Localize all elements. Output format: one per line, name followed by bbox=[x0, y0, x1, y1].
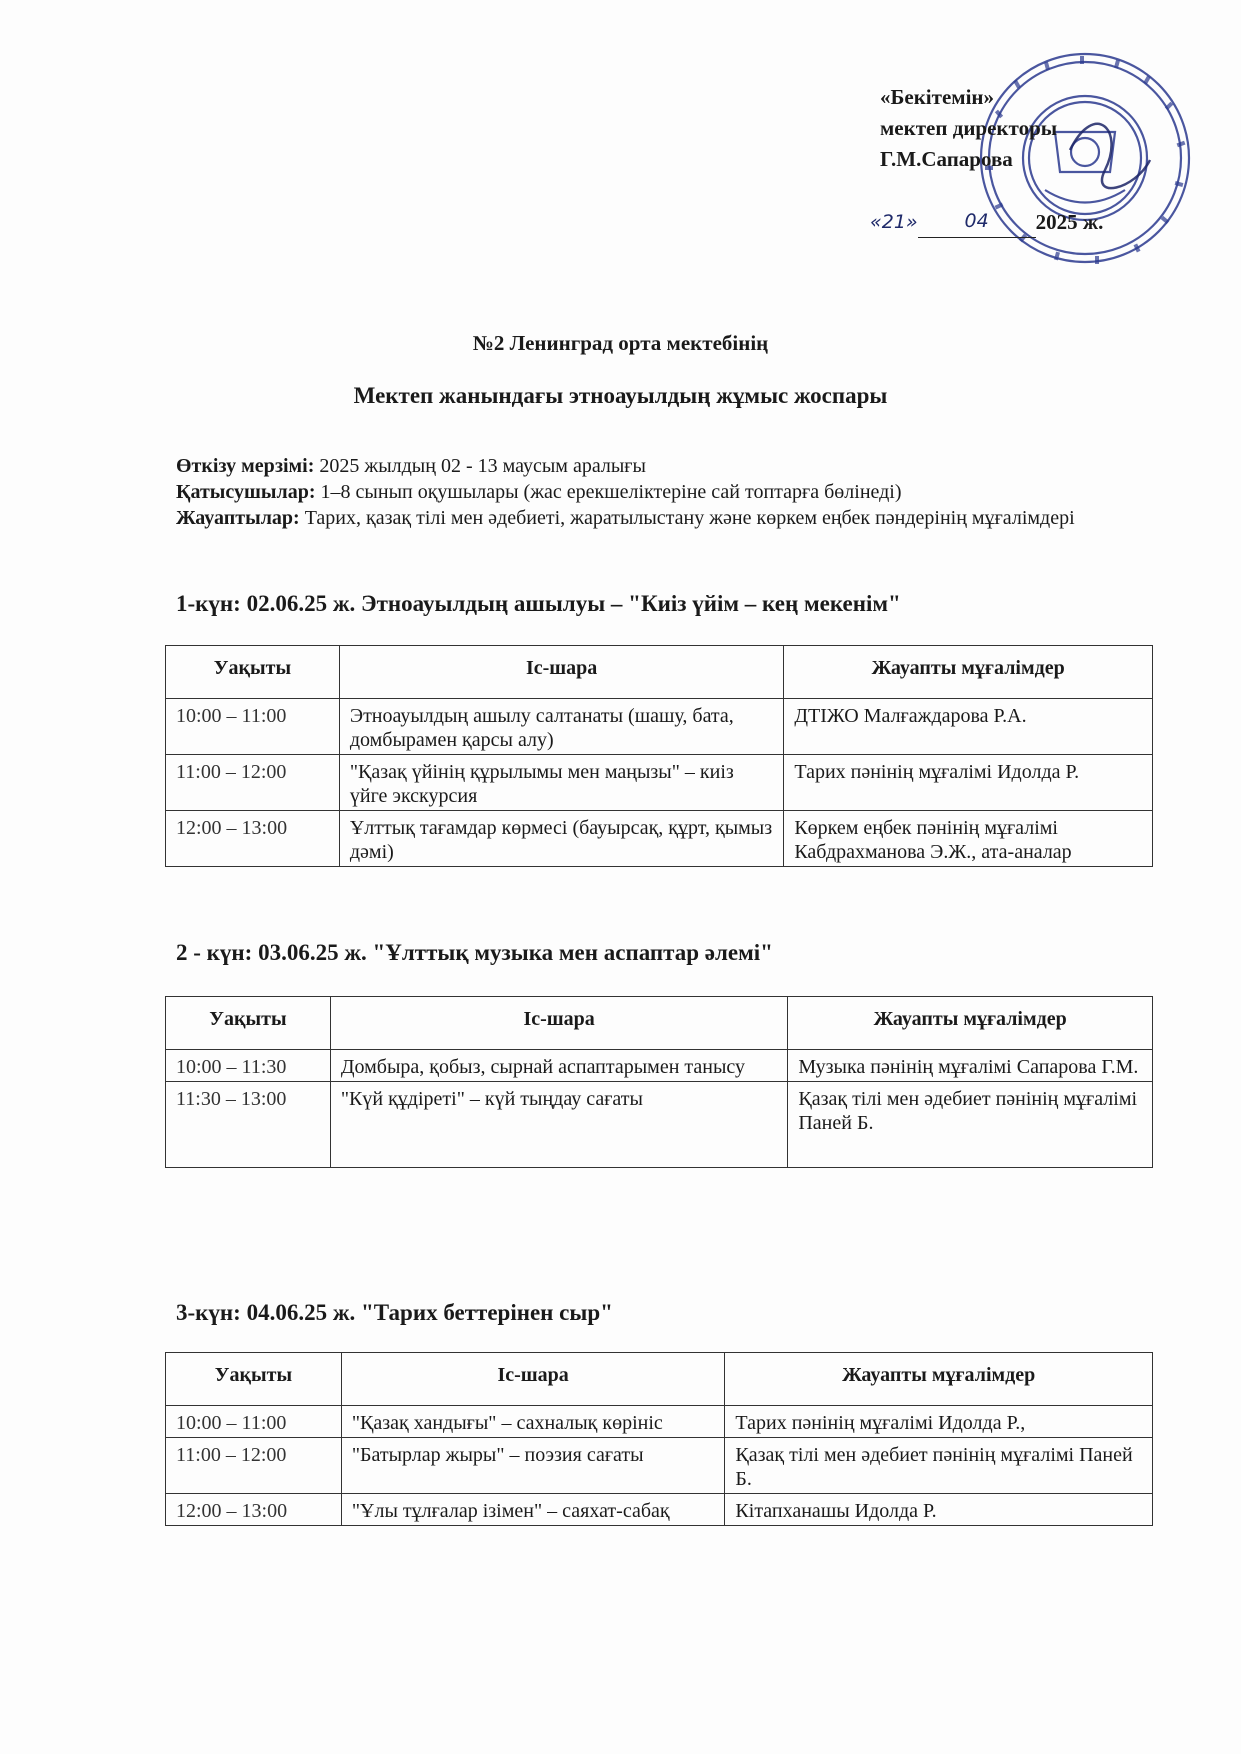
day-2-schedule-table bbox=[165, 996, 1153, 1168]
header-responsible: Жауапты мұғалімдер bbox=[725, 1353, 1153, 1406]
table-row bbox=[166, 1082, 1153, 1168]
header-event: Іс-шара bbox=[341, 1353, 725, 1406]
header-event: Іс-шара bbox=[339, 646, 783, 699]
cell-time: 11:00 – 12:00 bbox=[166, 755, 340, 811]
cell-time: 12:00 – 13:00 bbox=[166, 1494, 342, 1526]
cell-event: Ұлттық тағамдар көрмесі (бауырсақ, құрт, қымыз дәмі) bbox=[339, 811, 783, 867]
table-header-row bbox=[166, 646, 1153, 699]
document-title: Мектеп жанындағы этноауылдың жұмыс жоспары bbox=[353, 383, 888, 408]
cell-time: 11:30 – 13:00 bbox=[166, 1082, 331, 1168]
approval-date bbox=[870, 205, 1103, 238]
cell-responsible: Кітапханашы Идолда Р. bbox=[725, 1494, 1153, 1526]
cell-event: "Батырлар жыры" – поэзия сағаты bbox=[341, 1438, 725, 1494]
header-responsible: Жауапты мұғалімдер bbox=[788, 997, 1153, 1050]
approval-title: «Бекітемін» bbox=[880, 85, 995, 109]
header-time: Уақыты bbox=[166, 1353, 342, 1406]
cell-event: "Қазақ хандығы" – сахналық көрініс bbox=[341, 1406, 725, 1438]
day-3-title: 3-күн: 04.06.25 ж. "Тарих беттерінен сыр" bbox=[176, 1300, 613, 1325]
participants-value: 1–8 сынып оқушылары (жас ерекшеліктеріне сай топтарға бөлінеді) bbox=[320, 481, 902, 503]
responsible-value: Тарих, қазақ тілі мен әдебиеті, жаратылыстану және көркем еңбек пәндерінің мұғалімдері bbox=[304, 507, 1075, 529]
participants-label: Қатысушылар: bbox=[176, 481, 316, 503]
table-row bbox=[166, 755, 1153, 811]
approval-date-day: «21» bbox=[870, 211, 918, 233]
cell-time: 11:00 – 12:00 bbox=[166, 1438, 342, 1494]
period-value: 2025 жылдың 02 - 13 маусым аралығы bbox=[319, 455, 646, 477]
cell-responsible: Музыка пәнінің мұғалімі Сапарова Г.М. bbox=[788, 1050, 1153, 1082]
table-row bbox=[166, 1406, 1153, 1438]
header-time: Уақыты bbox=[166, 997, 331, 1050]
participants-line bbox=[176, 479, 1116, 505]
cell-responsible: Тарих пәнінің мұғалімі Идолда Р., bbox=[725, 1406, 1153, 1438]
cell-time: 10:00 – 11:30 bbox=[166, 1050, 331, 1082]
header-time: Уақыты bbox=[166, 646, 340, 699]
responsible-label: Жауаптылар: bbox=[176, 507, 300, 529]
table-row bbox=[166, 1050, 1153, 1082]
header-responsible: Жауапты мұғалімдер bbox=[784, 646, 1153, 699]
day-2-title: 2 - күн: 03.06.25 ж. "Ұлттық музыка мен аспаптар әлемі" bbox=[176, 940, 773, 965]
school-name: №2 Ленинград орта мектебінің bbox=[472, 331, 769, 355]
table-row bbox=[166, 811, 1153, 867]
approval-date-month: 04 bbox=[964, 210, 989, 232]
cell-responsible: Көркем еңбек пәнінің мұғалімі Кабдрахманова Э.Ж., ата-аналар bbox=[784, 811, 1153, 867]
cell-responsible: Тарих пәнінің мұғалімі Идолда Р. bbox=[784, 755, 1153, 811]
responsible-line bbox=[176, 505, 1116, 531]
cell-responsible: Қазақ тілі мен әдебиет пәнінің мұғалімі Паней Б. bbox=[788, 1082, 1153, 1168]
plan-info bbox=[176, 453, 1116, 531]
approval-date-month-line bbox=[918, 205, 1036, 238]
cell-event: "Қазақ үйінің құрылымы мен маңызы" – киіз үйге экскурсия bbox=[339, 755, 783, 811]
cell-time: 10:00 – 11:00 bbox=[166, 1406, 342, 1438]
header-event: Іс-шара bbox=[330, 997, 787, 1050]
period-label: Өткізу мерзімі: bbox=[176, 455, 315, 477]
cell-event: "Ұлы тұлғалар ізімен" – саяхат-сабақ bbox=[341, 1494, 725, 1526]
cell-event: Домбыра, қобыз, сырнай аспаптарымен танысу bbox=[330, 1050, 787, 1082]
table-row bbox=[166, 1438, 1153, 1494]
cell-event: "Күй құдіреті" – күй тыңдау сағаты bbox=[330, 1082, 787, 1168]
day-3-schedule-table bbox=[165, 1352, 1153, 1526]
approval-block bbox=[870, 82, 1104, 238]
table-row bbox=[166, 1494, 1153, 1526]
cell-event: Этноауылдың ашылу салтанаты (шашу, бата, домбырамен қарсы алу) bbox=[339, 699, 783, 755]
table-header-row bbox=[166, 1353, 1153, 1406]
period-line bbox=[176, 453, 1116, 479]
approval-date-year: 2025 ж. bbox=[1035, 210, 1104, 234]
approval-position: мектеп директоры bbox=[880, 116, 1058, 140]
table-header-row bbox=[166, 997, 1153, 1050]
day-1-schedule-table bbox=[165, 645, 1153, 867]
approval-director-name: Г.М.Сапарова bbox=[880, 147, 1013, 171]
day-1-title: 1-күн: 02.06.25 ж. Этноауылдың ашылуы – "Киіз үйім – кең мекенім" bbox=[176, 591, 901, 616]
table-row bbox=[166, 699, 1153, 755]
cell-time: 10:00 – 11:00 bbox=[166, 699, 340, 755]
cell-responsible: ДТІЖО Малғаждарова Р.А. bbox=[784, 699, 1153, 755]
cell-time: 12:00 – 13:00 bbox=[166, 811, 340, 867]
cell-responsible: Қазақ тілі мен әдебиет пәнінің мұғалімі Паней Б. bbox=[725, 1438, 1153, 1494]
